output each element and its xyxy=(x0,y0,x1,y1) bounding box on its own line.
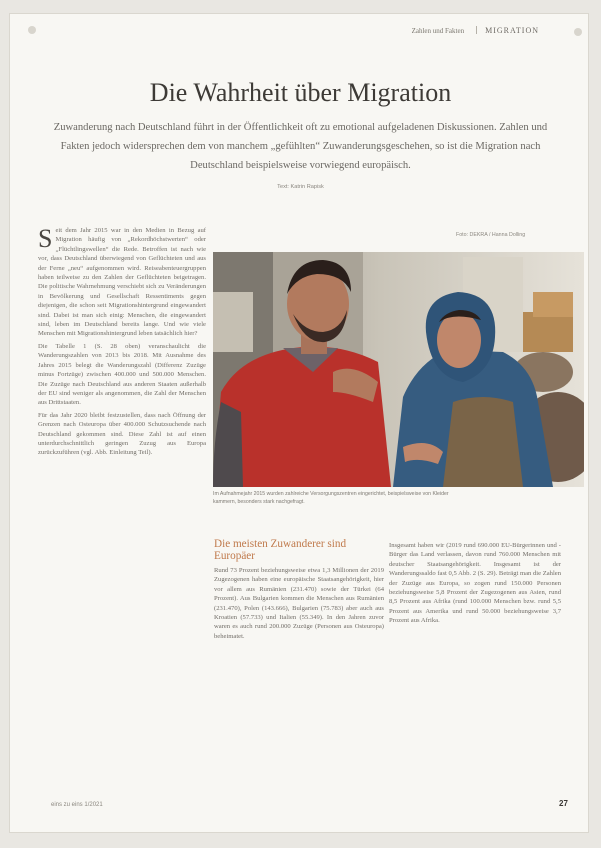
article-photo xyxy=(213,252,584,487)
photo-illustration xyxy=(213,252,584,487)
paragraph-table-ref: Die Tabelle 1 (S. 28 oben) veranschaulicht die Wanderungszahlen von 2013 bis 2018. Mit Ausnahme des Jahres 2015 belegt die Wanderungszahl (Differenz Zuzüge minus Fortzüge) zwischen 400.000 und 500.000 Menschen. Die Zuzüge nach Deutschland aus anderen Staaten außerhalb der EU sind weniger als angenommen, die Zahl der Menschen aus Drittstaaten. xyxy=(38,342,206,407)
journal-footer: eins zu eins 1/2021 xyxy=(51,802,103,808)
paragraph-intro-text: eit dem Jahr 2015 war in den Medien in Bezug auf Migration häufig von „Rekordhöchstwerten“ oder „Flüchtlingswellen“ die Rede. Betroffen ist nach wie vor, dass Deutschland überwiegend von Geflüchteten und aus der Ferne „neu“ aufgenommen wird. Reiseabenteuergruppen haben teilweise zu den Zahlen der Geflüchteten beigetragen. Die politische Wahrnehmung verschiebt sich zu Veränderungen in Bevölkerung und Gesellschaft Ressentiments gegen diejenigen, die schon seit Migrationshintergrund eingewandert sind. Dabei ist man sich einig: Menschen, die eingewandert sind, leben im Deutschland bereits lange. Und wie viele Menschen mit Migrationshintergrund leben tatsächlich hier? xyxy=(38,227,206,338)
section-subheading: Die meisten Zuwanderer sind Europäer xyxy=(214,538,347,562)
article-byline: Text: Katrin Rapisk xyxy=(277,184,324,190)
article-lead: Zuwanderung nach Deutschland führt in der Öffentlichkeit oft zu emotional aufgeladenen Diskussionen. Zahlen und Fakten jedoch widersprechen dem von manchem „gefühlten“ Zuwanderungsgeschehen, so ist die Migration nach Deutschland beispielsweise vorwiegend europäisch. xyxy=(53,122,548,171)
text-column-right xyxy=(389,541,561,629)
paragraph-europeans: Rund 73 Prozent beziehungsweise etwa 1,3 Millionen der 2019 Zugezogenen haben eine europäische Staatsangehörigkeit, hier vor allem aus Rumänien (231.470) sowie der Türkei (64 Prozent). Aus Bulgarien kommen die Menschen aus Rumänien (231.470), Polen (143.666), Bulgarien (75.783) aber auch aus Kroatien (57.733) und Italien (55.349). In den Jahren zuvor waren es auch rund 200.000 Zuzüge (Personen aus Osteuropa) beheimatet. xyxy=(214,567,384,640)
photo-caption: Im Aufnahmejahr 2015 wurden zahlreiche Versorgungszentren eingerichtet, beispielsweise von Kleider kammern, besonders stark nachgefragt. xyxy=(213,491,449,505)
section-header xyxy=(412,26,539,35)
drop-cap: S xyxy=(38,224,53,253)
page-number: 27 xyxy=(559,799,568,808)
article-title: Die Wahrheit über Migration xyxy=(149,78,452,107)
header-divider xyxy=(476,26,477,34)
paragraph-emigration: Insgesamt haben wir (2019 rund 690.000 EU-Bürgerinnen und -Bürger das Land verlassen, davon rund 760.000 Menschen mit deutscher Staatsangehörigkeit. Insgesamt ist der Wanderungssaldo fast 0,5 Abb. 2 (S. 29). Beträgt man die Zahlen der Zuzüge aus Europa, so zogen rund 150.000 Personen beziehungsweise 5,8 Prozent der Zugezogenen aus Asien, rund 8,5 Prozent aus Afrika (rund 100.000 Menschen bzw. rund 5,5 Prozent aus Amerika und rund 50.000 beziehungsweise 3,7 Prozent aus Afrika. xyxy=(389,542,561,625)
section-rubric: MIGRATION xyxy=(485,26,539,35)
paragraph-intro xyxy=(38,226,206,339)
text-column-middle xyxy=(214,566,384,644)
binder-hole xyxy=(574,28,582,36)
paragraph-2020: Für das Jahr 2020 bleibt festzustellen, dass nach Öffnung der Grenzen nach Osteuropa über 400.000 Schutzsuchende nach Deutschland gekommen sind. Diese Zahl ist auf einen unterdurchschnittlich geringen Zuzug aus Europa zurückzuführen (vgl. Abb. Einleitung Teil). xyxy=(38,411,206,457)
binder-hole xyxy=(28,26,36,34)
photo-credit: Foto: DEKRA / Hanna Dolling xyxy=(456,232,526,238)
section-prefix: Zahlen und Fakten xyxy=(411,27,465,35)
text-column-left xyxy=(38,226,206,461)
